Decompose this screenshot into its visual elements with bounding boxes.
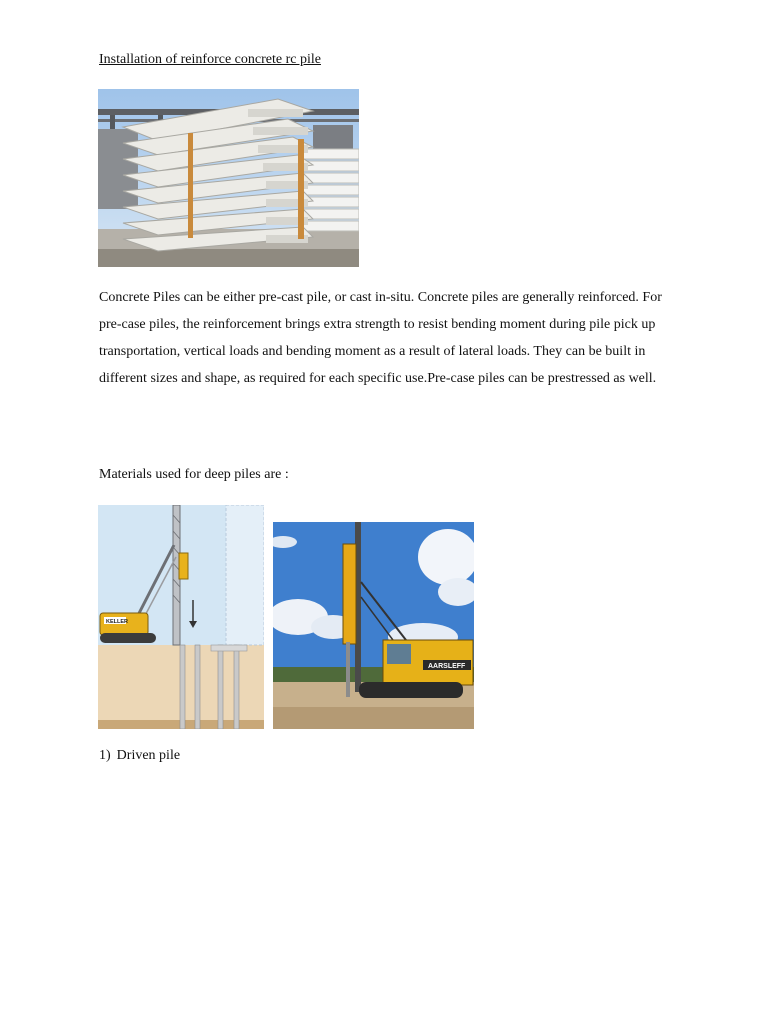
list-item [99, 748, 180, 764]
list-item-text: Driven pile [116, 748, 181, 763]
piling-rig-photo [273, 522, 474, 729]
document-title: Installation of reinforce concrete rc pile [99, 52, 321, 67]
intro-paragraph: Concrete Piles can be either pre-cast pile, or cast in-situ. Concrete piles are generally reinforced. For pre-case piles, the reinforcement brings extra strength to resist bending moment during pile pick up transportation, vertical loads and bending moment as a result of lateral loads. They can be built in different sizes and shape, as required for each specific use.Pre-case piles can be prestressed as well. [99, 290, 662, 386]
precast-pile-stack-photo [98, 89, 359, 267]
list-item-number: 1) [99, 748, 111, 763]
svg-text:KELLER: KELLER [106, 619, 128, 625]
driven-pile-diagram [98, 505, 264, 729]
svg-text:AARSLEFF: AARSLEFF [428, 663, 466, 670]
materials-heading: Materials used for deep piles are : [99, 467, 289, 482]
